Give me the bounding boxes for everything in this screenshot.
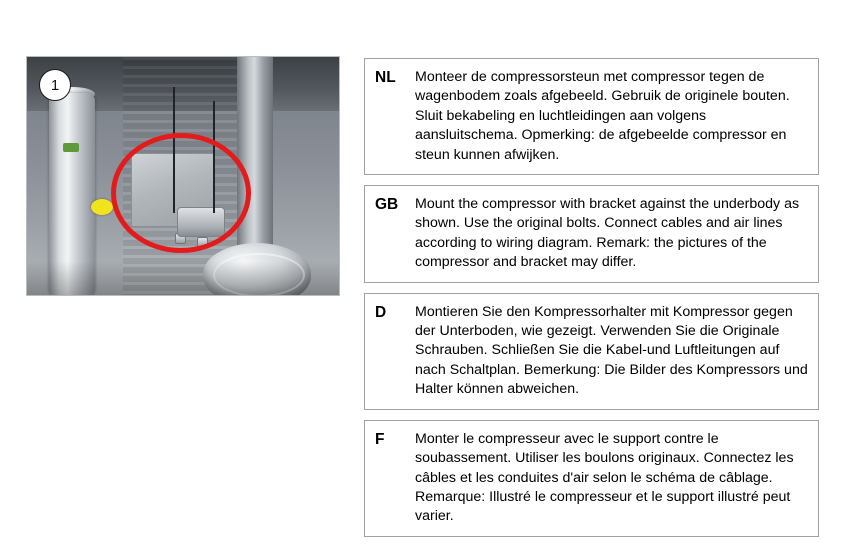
instruction-block-f bbox=[364, 420, 819, 537]
red-highlight-ellipse bbox=[111, 133, 251, 253]
installation-photo bbox=[26, 56, 340, 296]
instruction-text-gb: Mount the compressor with bracket against the underbody as shown. Use the original bolts. Connect cables and air lines according to wiring diagram. Remark: the pictures of the compressor and bracket may differ. bbox=[415, 196, 800, 271]
center-pipe bbox=[237, 56, 273, 261]
language-code-gb: GB bbox=[375, 196, 399, 214]
language-code-d: D bbox=[375, 303, 387, 321]
instruction-block-gb bbox=[364, 185, 819, 283]
instruction-block-nl bbox=[364, 58, 819, 175]
instruction-list bbox=[364, 58, 819, 547]
step-number-badge: 1 bbox=[39, 69, 71, 101]
yellow-marker-dot bbox=[91, 199, 113, 215]
instruction-text-nl: Monteer de compressorsteun met compressor tegen de wagenbodem zoals afgebeeld. Gebruik de originele bouten. Sluit bekabeling en luchtleidingen aan volgens aansluitschema. Opmerking: de afgebeelde compressor en steun kunnen afwijken. bbox=[415, 69, 790, 163]
instruction-block-d bbox=[364, 293, 819, 410]
language-code-nl: NL bbox=[375, 69, 396, 86]
instruction-text-d: Montieren Sie den Kompressorhalter mit Kompressor gegen der Unterboden, wie gezeigt. Verwenden Sie die Originale Schrauben. Schließen Sie die Kabel-und Luftleitungen auf nach Schaltplan. Bemerkung: Die Bilder des Kompressors und Halter können abweichen. bbox=[415, 303, 808, 398]
language-code-f: F bbox=[375, 430, 385, 448]
photo-shadow bbox=[27, 261, 339, 295]
instruction-text-f: Monter le compresseur avec le support contre le soubassement. Utiliser les boulons originaux. Connectez les câbles et les conduites d'air selon le schéma de câblage. Remarque: Illustré le compresseur et le support illustré peut varier. bbox=[415, 430, 794, 525]
green-clip bbox=[63, 143, 79, 152]
